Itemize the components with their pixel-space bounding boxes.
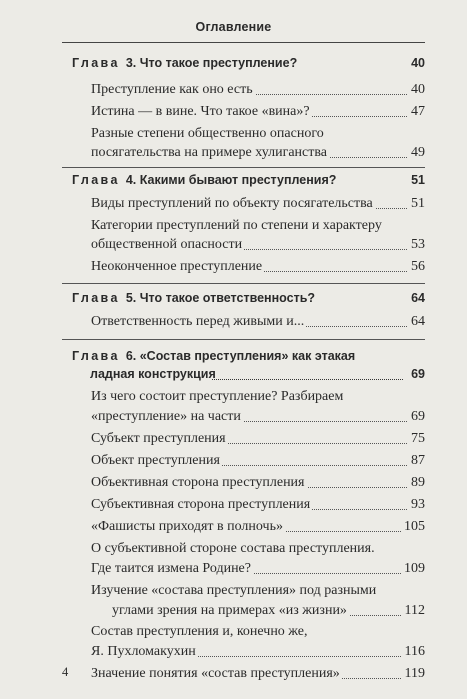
toc-entry: [91, 642, 425, 661]
chapter-5-heading: [72, 289, 425, 307]
entry-text-line1: Из чего состоит преступление? Разбираем: [91, 389, 344, 404]
entry-page: 116: [402, 642, 425, 661]
entry-text: Виды преступлений по объекту посягательства: [91, 196, 373, 211]
entry-text-line2: Где таится измена Родине?: [91, 561, 251, 576]
toc-entry: [91, 664, 425, 683]
entry-text-line2: посягательства на примере хулиганства: [91, 145, 327, 160]
toc-entry: [91, 559, 425, 578]
entry-page: 40: [408, 80, 425, 99]
chapter-title: 6. «Состав преступления» как этакая: [125, 349, 356, 363]
toc-entry: [91, 581, 425, 600]
toc-entry: [91, 312, 425, 331]
entry-text: Объективная сторона преступления: [91, 475, 305, 490]
toc-entry: [91, 102, 425, 121]
toc-entry: [91, 407, 425, 426]
entry-page: 56: [408, 257, 425, 276]
entry-page: 53: [408, 235, 425, 254]
header-rule: [62, 42, 425, 43]
chapter-page: 64: [411, 291, 425, 305]
toc-entry: [91, 124, 425, 143]
entry-page: 105: [401, 517, 425, 536]
entry-text: Субъект преступления: [91, 431, 226, 446]
chapter-prefix: Глава: [72, 173, 120, 187]
entry-page: 89: [408, 473, 425, 492]
chapter-prefix: Глава: [72, 291, 120, 305]
toc-entry: [91, 451, 425, 470]
entry-page: 75: [408, 429, 425, 448]
toc-entry: [91, 622, 425, 641]
chapter-title-line2: ладная конструкция: [90, 367, 216, 381]
entry-text-line1: Разные степени общественно опасного: [91, 126, 324, 141]
entry-text-line1: Состав преступления и, конечно же,: [91, 624, 308, 639]
entry-text: Истина — в вине. Что такое «вина»?: [91, 104, 310, 119]
entry-text: Преступление как оно есть: [91, 82, 253, 97]
entry-text-line2: «преступление» на части: [91, 409, 241, 424]
toc-entry: [91, 194, 425, 213]
chapter-prefix: Глава: [72, 349, 120, 363]
entry-text-line2: углами зрения на примерах «из жизни»: [91, 603, 349, 618]
entry-text: Значение понятия «состав преступления»: [91, 666, 340, 681]
entry-page: 93: [408, 495, 425, 514]
page-title: Оглавление: [195, 20, 272, 34]
entry-page: 87: [408, 451, 425, 470]
toc-entry: [91, 143, 425, 162]
toc-entry: [91, 539, 425, 558]
entry-text: Неоконченное преступление: [91, 259, 263, 274]
entry-text-line1: Категории преступлений по степени и характеру: [91, 218, 382, 233]
toc-entry: [91, 473, 425, 492]
chapter-title: 5. Что такое ответственность?: [125, 291, 316, 305]
section-rule: [62, 167, 425, 168]
entry-text-line2: общественной опасности: [91, 237, 243, 252]
toc-entry: [91, 387, 425, 406]
toc-entry: [91, 601, 425, 620]
entry-text: «Фашисты приходят в полночь»: [91, 519, 283, 534]
page-number: 4: [62, 665, 69, 679]
entry-page: 119: [402, 664, 425, 683]
chapter-prefix: Глава: [72, 56, 120, 70]
entry-text: Субъективная сторона преступления: [91, 497, 311, 512]
entry-text: Ответственность перед живыми и...: [91, 314, 305, 329]
entry-page: 109: [401, 559, 425, 578]
toc-entry: [91, 257, 425, 276]
toc-entry: [91, 495, 425, 514]
entry-text: Объект преступления: [91, 453, 220, 468]
chapter-page: 69: [411, 367, 425, 381]
chapter-6-heading-line2: [72, 365, 425, 383]
chapter-title: 3. Что такое преступление?: [125, 56, 298, 70]
entry-page: 112: [402, 601, 425, 620]
entry-page: 47: [408, 102, 425, 121]
toc-entry: [91, 80, 425, 99]
chapter-4-heading: [72, 171, 425, 189]
section-rule: [62, 339, 425, 340]
toc-entry: [91, 517, 425, 536]
entry-page: 64: [408, 312, 425, 331]
entry-text-line2: Я. Пухломакухин: [91, 644, 196, 659]
chapter-page: 40: [411, 56, 425, 70]
chapter-title: 4. Какими бывают преступления?: [125, 173, 337, 187]
chapter-3-heading: [72, 54, 425, 72]
entry-page: 69: [408, 407, 425, 426]
toc-entry: [91, 235, 425, 254]
chapter-page: 51: [411, 173, 425, 187]
leader-dots: [212, 379, 403, 380]
entry-page: 51: [408, 194, 425, 213]
entry-text-line1: Изучение «состава преступления» под разными: [91, 583, 377, 598]
entry-text-line1: О субъективной стороне состава преступления.: [91, 541, 375, 556]
toc-entry: [91, 216, 425, 235]
chapter-6-heading: [72, 347, 425, 365]
toc-entry: [91, 429, 425, 448]
entry-page: 49: [408, 143, 425, 162]
section-rule: [62, 283, 425, 284]
